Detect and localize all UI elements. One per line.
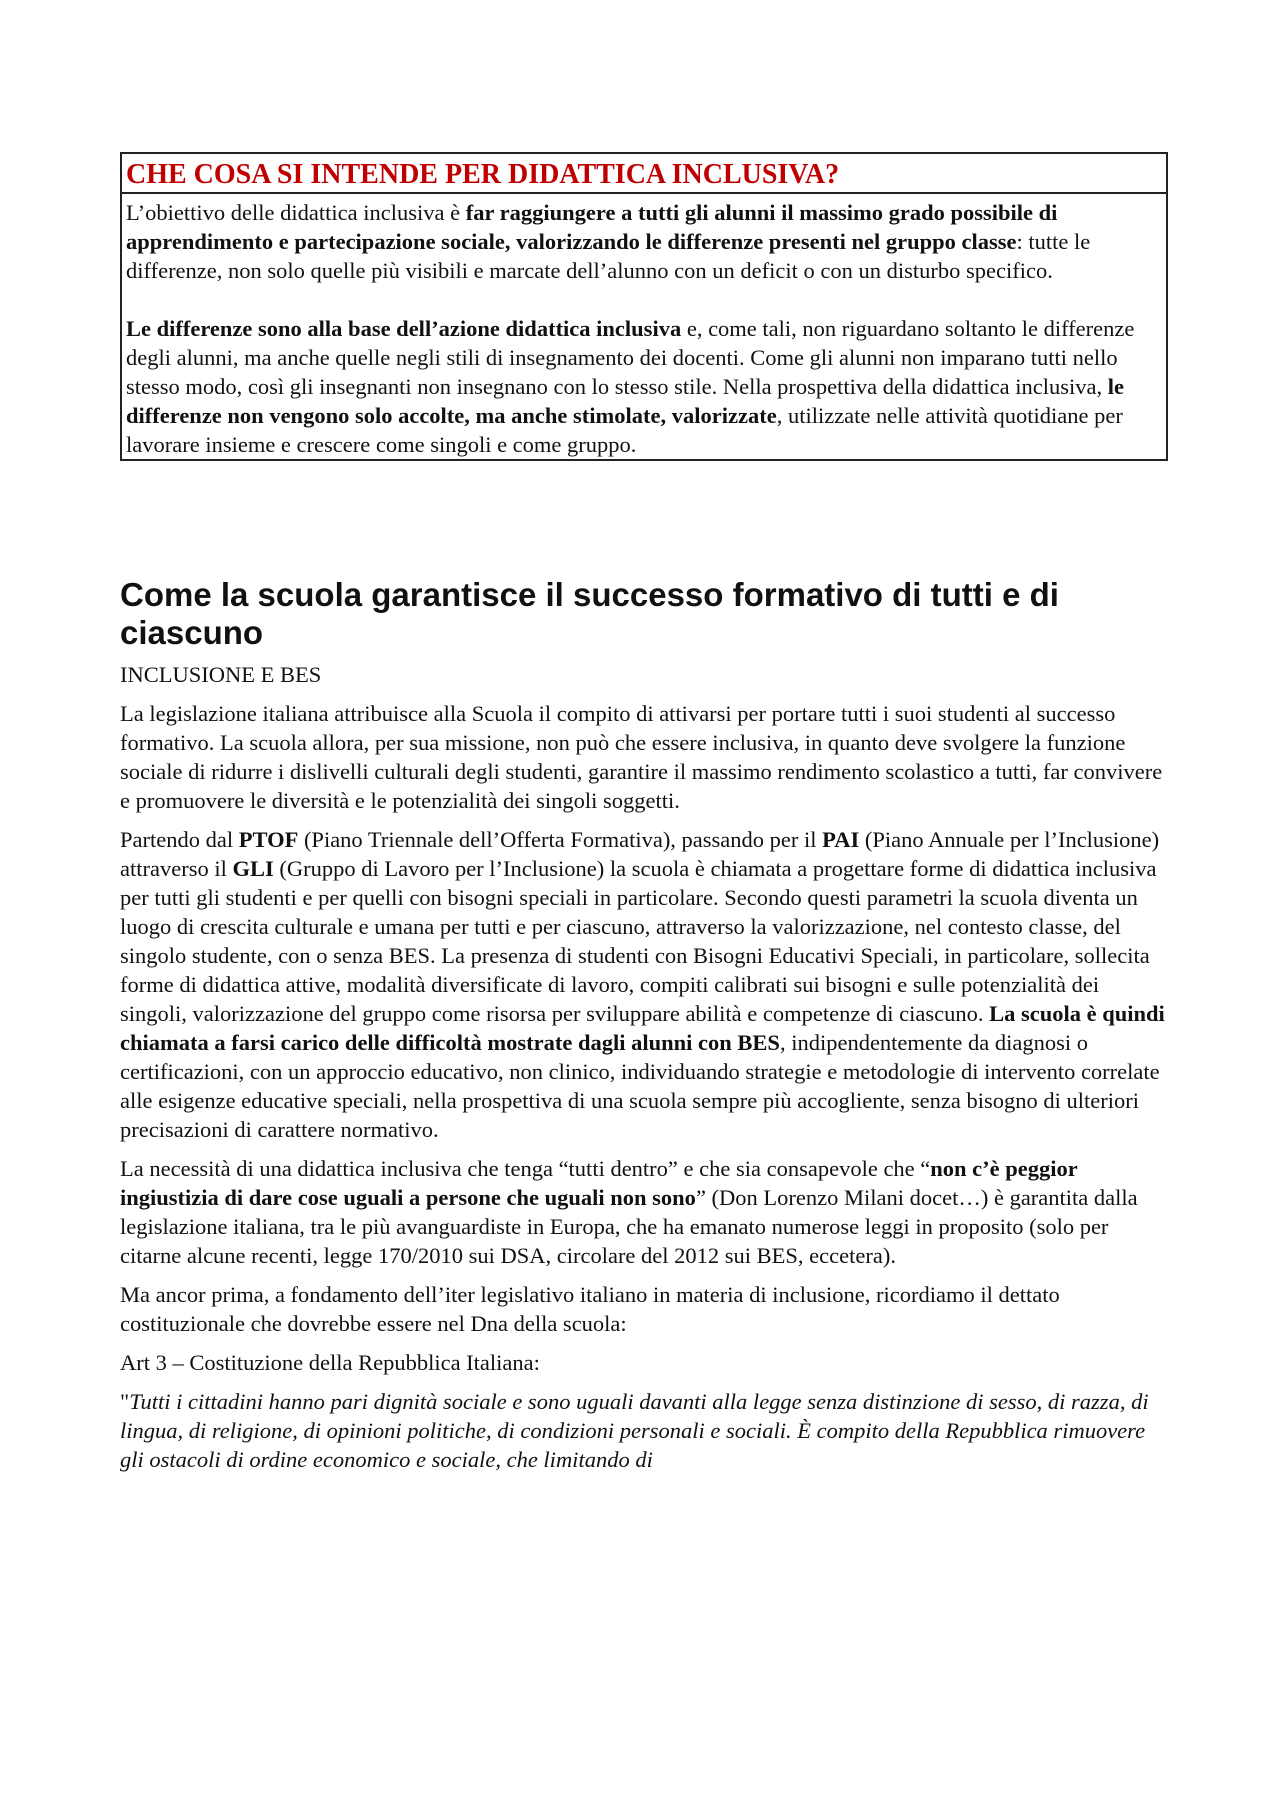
box-body (122, 194, 1166, 459)
ptof-acronym: PTOF (238, 827, 299, 852)
section-heading: Come la scuola garantisce il successo formativo di tutti e di ciascuno (120, 576, 1059, 651)
paragraph-5: Art 3 – Costituzione della Repubblica Italiana: (120, 1350, 540, 1375)
subheading: INCLUSIONE E BES (120, 662, 322, 687)
gli-acronym: GLI (232, 856, 274, 881)
box-title: CHE COSA SI INTENDE PER DIDATTICA INCLUSIVA? (122, 154, 1166, 194)
box-paragraph-1: L’obiettivo delle didattica inclusiva è far raggiungere a tutti gli alunni il massimo grado possibile di apprendimento e partecipazione sociale, valorizzando le differenze presenti nel gruppo classe: tutte le differenze, non solo quelle più visibili e marcate dell’alunno con un deficit o con un disturbo specifico. (126, 200, 1091, 283)
bold-text: La scuola è quindi chiamata a farsi carico delle difficoltà mostrate dagli alunni con BES (120, 1001, 1165, 1055)
quote-text: Tutti i cittadini hanno pari dignità sociale e sono uguali davanti alla legge senza distinzione di sesso, di razza, di lingua, di religione, di opinioni politiche, di condizioni personali e sociali. È compito della Repubblica rimuovere gli ostacoli di ordine economico e sociale, che limitando di (120, 1389, 1149, 1472)
document-page (120, 152, 1168, 1474)
constitution-quote: "Tutti i cittadini hanno pari dignità sociale e sono uguali davanti alla legge senza distinzione di sesso, di razza, di lingua, di religione, di opinioni politiche, di condizioni personali e sociali. È compito della Repubblica rimuovere gli ostacoli di ordine economico e sociale, che limitando di (120, 1389, 1149, 1472)
milani-quote: non c’è peggior ingiustizia di dare cose uguali a persone che uguali non sono (120, 1156, 1078, 1210)
bold-text: far raggiungere a tutti gli alunni il massimo grado possibile di apprendimento e partecipazione sociale, valorizzando le differenze presenti nel gruppo classe (126, 200, 1058, 254)
bold-text: Le differenze sono alla base dell’azione didattica inclusiva (126, 316, 682, 341)
paragraph-1: La legislazione italiana attribuisce alla Scuola il compito di attivarsi per portare tutti i suoi studenti al successo formativo. La scuola allora, per sua missione, non può che essere inclusiva, in quanto deve svolgere la funzione sociale di ridurre i dislivelli culturali degli studenti, garantire il massimo rendimento scolastico a tutti, far convivere e promuovere le diversità e le potenzialità dei singoli soggetti. (120, 701, 1163, 813)
definition-box (120, 152, 1168, 461)
paragraph-2: Partendo dal PTOF (Piano Triennale dell’Offerta Formativa), passando per il PAI (Piano Annuale per l’Inclusione) attraverso il GLI (Gruppo di Lavoro per l’Inclusione) la scuola è chiamata a progettare forme di didattica inclusiva per tutti gli studenti e per quelli con bisogni speciali in particolare. Secondo questi parametri la scuola diventa un luogo di crescita culturale e umana per tutti e per ciascuno, attraverso la valorizzazione, nel contesto classe, del singolo studente, con o senza BES. La presenza di studenti con Bisogni Educativi Speciali, in particolare, sollecita forme di didattica attive, modalità diversificate di lavoro, compiti calibrati sui bisogni e sulle potenzialità dei singoli, valorizzazione del gruppo come risorsa per sviluppare abilità e competenze di ciascuno. La scuola è quindi chiamata a farsi carico delle difficoltà mostrate dagli alunni con BES, indipendentemente da diagnosi o certificazioni, con un approccio educativo, non clinico, individuando strategie e metodologie di intervento correlate alle esigenze educative speciali, nella prospettiva di una scuola sempre più accogliente, senza bisogno di ulteriori precisazioni di carattere normativo. (120, 827, 1165, 1142)
pai-acronym: PAI (822, 827, 860, 852)
paragraph-3: La necessità di una didattica inclusiva che tenga “tutti dentro” e che sia consapevole che “non c’è peggior ingiustizia di dare cose uguali a persone che uguali non sono” (Don Lorenzo Milani docet…) è garantita dalla legislazione italiana, tra le più avanguardiste in Europa, che ha emanato numerose leggi in proposito (solo per citarne alcune recenti, legge 170/2010 sui DSA, circolare del 2012 sui BES, eccetera). (120, 1156, 1138, 1268)
box-paragraph-2: Le differenze sono alla base dell’azione didattica inclusiva e, come tali, non riguardano soltanto le differenze degli alunni, ma anche quelle negli stili di insegnamento dei docenti. Come gli alunni non imparano tutti nello stesso modo, così gli insegnanti non insegnano con lo stesso stile. Nella prospettiva della didattica inclusiva, le differenze non vengono solo accolte, ma anche stimolate, valorizzate, utilizzate nelle attività quotidiane per lavorare insieme e crescere come singoli e come gruppo. (126, 316, 1135, 457)
bold-text: le differenze non vengono solo accolte, ma anche stimolate, valorizzate (126, 374, 1124, 428)
paragraph-4: Ma ancor prima, a fondamento dell’iter legislativo italiano in materia di inclusione, ricordiamo il dettato costituzionale che dovrebbe essere nel Dna della scuola: (120, 1282, 1060, 1336)
